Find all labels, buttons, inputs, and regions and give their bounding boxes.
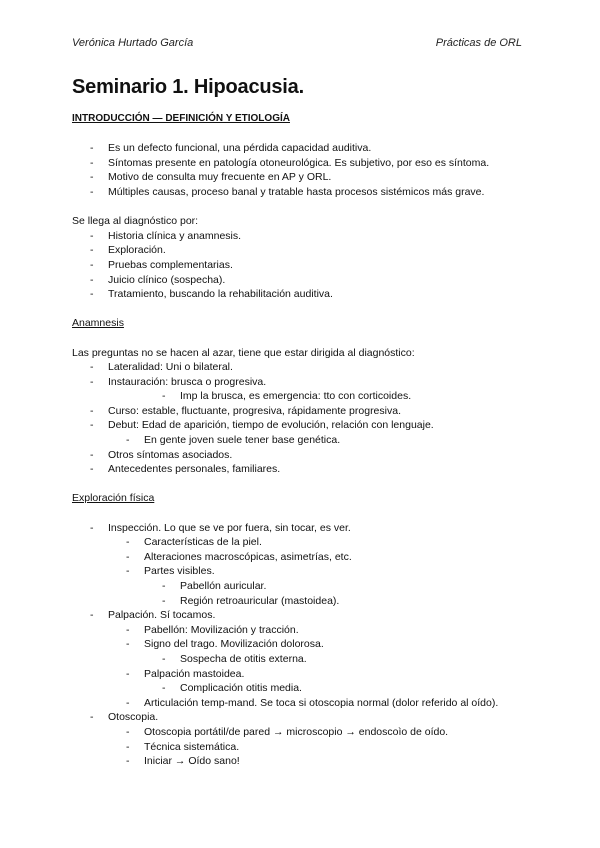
list-item: - Sospecha de otitis externa.: [72, 652, 542, 667]
section-heading-intro: INTRODUCCIÓN — DEFINICIÓN Y ETIOLOGÍA: [72, 113, 290, 124]
list-item: - Exploración.: [72, 243, 542, 258]
list-item: - Otoscopia.: [72, 710, 542, 725]
document-body: [72, 112, 542, 769]
list-item: - Pruebas complementarias.: [72, 258, 542, 273]
list-item: - Palpación. Sí tocamos.: [72, 608, 542, 623]
paragraph-anamnesis-lead: Las preguntas no se hacen al azar, tiene que estar dirigida al diagnóstico:: [72, 346, 415, 359]
list-item: - Características de la piel.: [72, 535, 542, 550]
list-item: - Pabellón: Movilización y tracción.: [72, 623, 542, 638]
paragraph-diagnosis-lead: Se llega al diagnóstico por:: [72, 215, 199, 228]
section-heading-exploracion: Exploración física: [72, 492, 155, 505]
list-item: - Técnica sistemática.: [72, 740, 542, 755]
list-item: - Inspección. Lo que se ve por fuera, sin tocar, es ver.: [72, 521, 542, 536]
list-item: - Juicio clínico (sospecha).: [72, 273, 542, 288]
list-item: - Región retroauricular (mastoidea).: [72, 594, 542, 609]
list-item: - Síntomas presente en patología otoneurológica. Es subjetivo, por eso es síntoma.: [72, 156, 542, 171]
list-item: - Imp la brusca, es emergencia: tto con corticoides.: [72, 389, 542, 404]
list-item: - Múltiples causas, proceso banal y tratable hasta procesos sistémicos más grave.: [72, 185, 542, 200]
list-item: - Partes visibles.: [72, 564, 542, 579]
list-item: - Es un defecto funcional, una pérdida capacidad auditiva.: [72, 141, 542, 156]
list-item: - Iniciar → Oído sano!: [72, 754, 542, 769]
list-item: - Lateralidad: Uni o bilateral.: [72, 360, 542, 375]
header-course: Prácticas de ORL: [435, 37, 522, 49]
section-heading-anamnesis: Anamnesis: [72, 317, 124, 330]
list-item: - Motivo de consulta muy frecuente en AP y ORL.: [72, 170, 542, 185]
list-item: - Pabellón auricular.: [72, 579, 542, 594]
list-item: - Tratamiento, buscando la rehabilitación auditiva.: [72, 287, 542, 302]
list-item: - Curso: estable, fluctuante, progresiva, rápidamente progresiva.: [72, 404, 542, 419]
list-item: - Antecedentes personales, familiares.: [72, 462, 542, 477]
list-item: - En gente joven suele tener base genética.: [72, 433, 542, 448]
list-item: - Articulación temp-mand. Se toca si otoscopia normal (dolor referido al oído).: [72, 696, 542, 711]
list-item: - Instauración: brusca o progresiva.: [72, 375, 542, 390]
list-item: - Alteraciones macroscópicas, asimetrías, etc.: [72, 550, 542, 565]
header-author: Verónica Hurtado García: [72, 37, 194, 49]
list-item: - Otros síntomas asociados.: [72, 448, 542, 463]
list-item: - Historia clínica y anamnesis.: [72, 229, 542, 244]
list-item: - Debut: Edad de aparición, tiempo de evolución, relación con lenguaje.: [72, 418, 542, 433]
list-item: - Complicación otitis media.: [72, 681, 542, 696]
list-item: - Otoscopia portátil/de pared → microscopio → endoscoìo de oído.: [72, 725, 542, 740]
page-title: Seminario 1. Hipoacusia.: [72, 76, 304, 98]
list-item: - Signo del trago. Movilización dolorosa.: [72, 637, 542, 652]
list-item: - Palpación mastoidea.: [72, 667, 542, 682]
